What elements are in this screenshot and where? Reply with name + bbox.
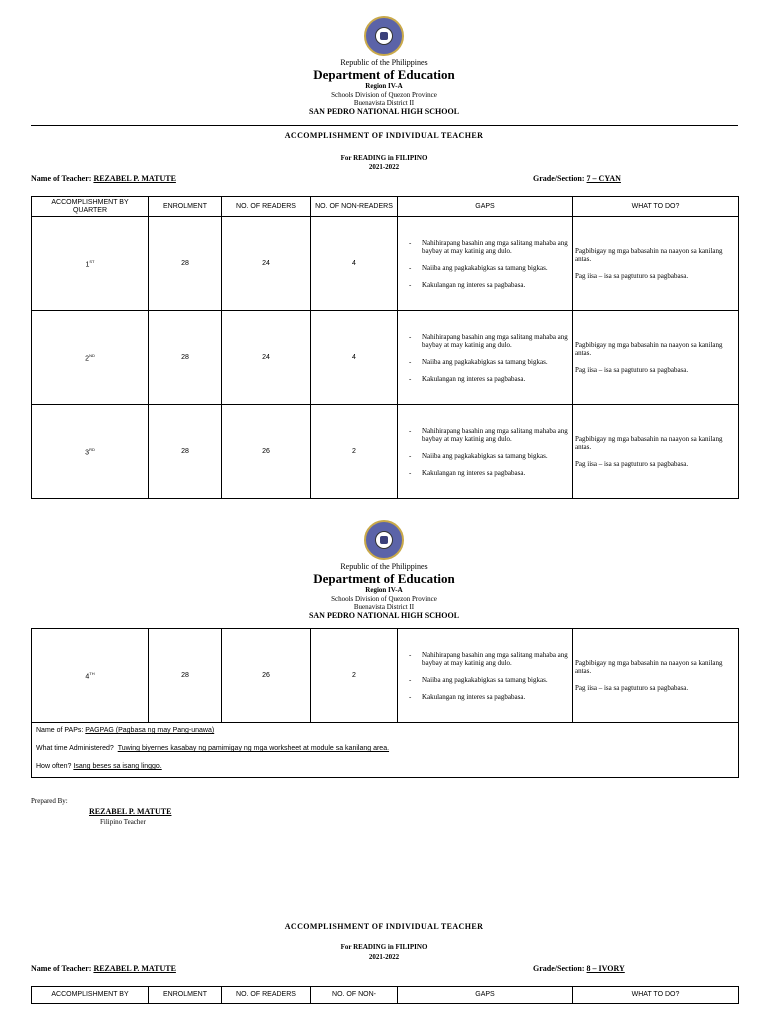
quarter-cell: 1ST xyxy=(32,217,149,311)
accomplishment-table-3 xyxy=(31,986,739,1004)
department-title: Department of Education xyxy=(313,571,455,586)
grade-line xyxy=(533,964,625,973)
teacher-line xyxy=(31,174,176,183)
gap-item: - Nahihirapang basahin ang mga salitang mahaba ang baybay at may katinig ang dulo. xyxy=(422,239,570,255)
table-header-row xyxy=(32,987,739,1004)
grade-section: 7 – CYAN xyxy=(586,174,621,183)
col-header-quarter: ACCOMPLISHMENT BY xyxy=(32,987,149,1004)
todo-item: Pag iisa – isa sa pagtuturo sa pagbabasa. xyxy=(575,272,689,280)
report-title: ACCOMPLISHMENT OF INDIVIDUAL TEACHER xyxy=(284,922,484,931)
department-title: Department of Education xyxy=(313,67,455,82)
col-header-quarter: ACCOMPLISHMENT BY QUARTER xyxy=(32,197,149,217)
todo-cell xyxy=(573,217,739,311)
grade-section: 8 – IVORY xyxy=(586,964,625,973)
gap-item: - Naiiba ang pagkakabigkas sa tamang bigkas. xyxy=(422,676,570,684)
readers-cell: 24 xyxy=(222,217,311,311)
todo-item: Pagbibigay ng mga babasahin na naayon sa kanilang antas. xyxy=(575,659,723,675)
todo-cell xyxy=(573,405,739,499)
gap-item: - Nahihirapang basahin ang mga salitang mahaba ang baybay at may katinig ang dulo. xyxy=(422,651,570,667)
readers-cell: 26 xyxy=(222,629,311,723)
col-header-readers: NO. OF READERS xyxy=(222,987,311,1004)
col-header-non-readers: NO. OF NON- xyxy=(311,987,398,1004)
teacher-name: REZABEL P. MATUTE xyxy=(93,174,176,183)
letterhead-1 xyxy=(0,16,768,117)
table-row xyxy=(32,405,739,499)
republic-text: Republic of the Philippines xyxy=(340,562,428,571)
signatory-role: Filipino Teacher xyxy=(100,818,146,826)
col-header-todo: WHAT TO DO? xyxy=(573,197,739,217)
todo-item: Pag iisa – isa sa pagtuturo sa pagbabasa. xyxy=(575,366,689,374)
paps-often: How often? Isang beses sa isang linggo. xyxy=(36,763,162,770)
todo-item: Pag iisa – isa sa pagtuturo sa pagbabasa. xyxy=(575,460,689,468)
letterhead-2 xyxy=(0,520,768,621)
deped-seal-icon xyxy=(364,520,404,560)
school-year: 2021-2022 xyxy=(368,163,400,171)
grade-line xyxy=(533,174,621,183)
col-header-todo: WHAT TO DO? xyxy=(573,987,739,1004)
prepared-by-label: Prepared By: xyxy=(31,797,68,805)
region-text: Region IV-A xyxy=(365,82,403,90)
school-year: 2021-2022 xyxy=(368,953,400,961)
todo-item: Pag iisa – isa sa pagtuturo sa pagbabasa. xyxy=(575,684,689,692)
gap-item: - Kakulangan ng interes sa pagbabasa. xyxy=(422,469,570,477)
paps-time: What time Administered? Tuwing biyernes kasabay ng pamimigay ng mga worksheet at module sa kanilang area. xyxy=(36,745,390,752)
grade-label: Grade/Section: xyxy=(533,964,585,973)
gaps-cell xyxy=(398,311,573,405)
accomplishment-table-1 xyxy=(31,196,739,499)
gap-item: - Naiiba ang pagkakabigkas sa tamang bigkas. xyxy=(422,264,570,272)
todo-cell xyxy=(573,629,739,723)
col-header-non-readers: NO. OF NON-READERS xyxy=(311,197,398,217)
todo-cell xyxy=(573,311,739,405)
table-row xyxy=(32,311,739,405)
paps-row xyxy=(32,723,739,778)
enrolment-cell: 28 xyxy=(149,311,222,405)
table-header-row xyxy=(32,197,739,217)
teacher-label: Name of Teacher: xyxy=(31,964,92,973)
non-readers-cell: 4 xyxy=(311,217,398,311)
deped-seal-icon xyxy=(364,16,404,56)
col-header-readers: NO. OF READERS xyxy=(222,197,311,217)
accomplishment-table-2 xyxy=(31,628,739,778)
teacher-name: REZABEL P. MATUTE xyxy=(93,964,176,973)
republic-text: Republic of the Philippines xyxy=(340,58,428,67)
paps-name: Name of PAPs: PAGPAG (Pagbasa ng may Pang-unawa) xyxy=(36,727,215,734)
division-text: Schools Division of Quezon Province xyxy=(331,91,437,99)
gap-item: - Kakulangan ng interes sa pagbabasa. xyxy=(422,281,570,289)
division-text: Schools Division of Quezon Province xyxy=(331,595,437,603)
report-title: ACCOMPLISHMENT OF INDIVIDUAL TEACHER xyxy=(284,131,484,140)
paps-cell xyxy=(32,723,739,778)
district-text: Buenavista District II xyxy=(353,99,415,107)
enrolment-cell: 28 xyxy=(149,217,222,311)
quarter-cell: 4TH xyxy=(32,629,149,723)
todo-item: Pagbibigay ng mga babasahin na naayon sa kanilang antas. xyxy=(575,435,723,451)
table-row xyxy=(32,217,739,311)
col-header-enrolment: ENROLMENT xyxy=(149,987,222,1004)
quarter-cell: 3RD xyxy=(32,405,149,499)
readers-cell: 26 xyxy=(222,405,311,499)
non-readers-cell: 4 xyxy=(311,311,398,405)
teacher-label: Name of Teacher: xyxy=(31,174,92,183)
grade-label: Grade/Section: xyxy=(533,174,585,183)
todo-item: Pagbibigay ng mga babasahin na naayon sa kanilang antas. xyxy=(575,247,723,263)
non-readers-cell: 2 xyxy=(311,629,398,723)
col-header-enrolment: ENROLMENT xyxy=(149,197,222,217)
header-divider xyxy=(31,125,738,126)
teacher-line xyxy=(31,964,176,973)
enrolment-cell: 28 xyxy=(149,405,222,499)
gap-item: - Naiiba ang pagkakabigkas sa tamang bigkas. xyxy=(422,452,570,460)
signatory-name: REZABEL P. MATUTE xyxy=(89,807,172,816)
gap-item: - Nahihirapang basahin ang mga salitang mahaba ang baybay at may katinig ang dulo. xyxy=(422,427,570,443)
report-subject: For READING in FILIPINO xyxy=(340,943,428,951)
gap-item: - Kakulangan ng interes sa pagbabasa. xyxy=(422,693,570,701)
enrolment-cell: 28 xyxy=(149,629,222,723)
readers-cell: 24 xyxy=(222,311,311,405)
gap-item: - Naiiba ang pagkakabigkas sa tamang bigkas. xyxy=(422,358,570,366)
gaps-cell xyxy=(398,405,573,499)
gap-item: - Nahihirapang basahin ang mga salitang mahaba ang baybay at may katinig ang dulo. xyxy=(422,333,570,349)
school-name: SAN PEDRO NATIONAL HIGH SCHOOL xyxy=(308,611,460,620)
report-subject: For READING in FILIPINO xyxy=(340,154,428,162)
col-header-gaps: GAPS xyxy=(398,197,573,217)
non-readers-cell: 2 xyxy=(311,405,398,499)
quarter-cell: 2ND xyxy=(32,311,149,405)
todo-item: Pagbibigay ng mga babasahin na naayon sa kanilang antas. xyxy=(575,341,723,357)
region-text: Region IV-A xyxy=(365,586,403,594)
school-name: SAN PEDRO NATIONAL HIGH SCHOOL xyxy=(308,107,460,116)
col-header-gaps: GAPS xyxy=(398,987,573,1004)
table-row xyxy=(32,629,739,723)
gap-item: - Kakulangan ng interes sa pagbabasa. xyxy=(422,375,570,383)
gaps-cell xyxy=(398,629,573,723)
gaps-cell xyxy=(398,217,573,311)
district-text: Buenavista District II xyxy=(353,603,415,611)
